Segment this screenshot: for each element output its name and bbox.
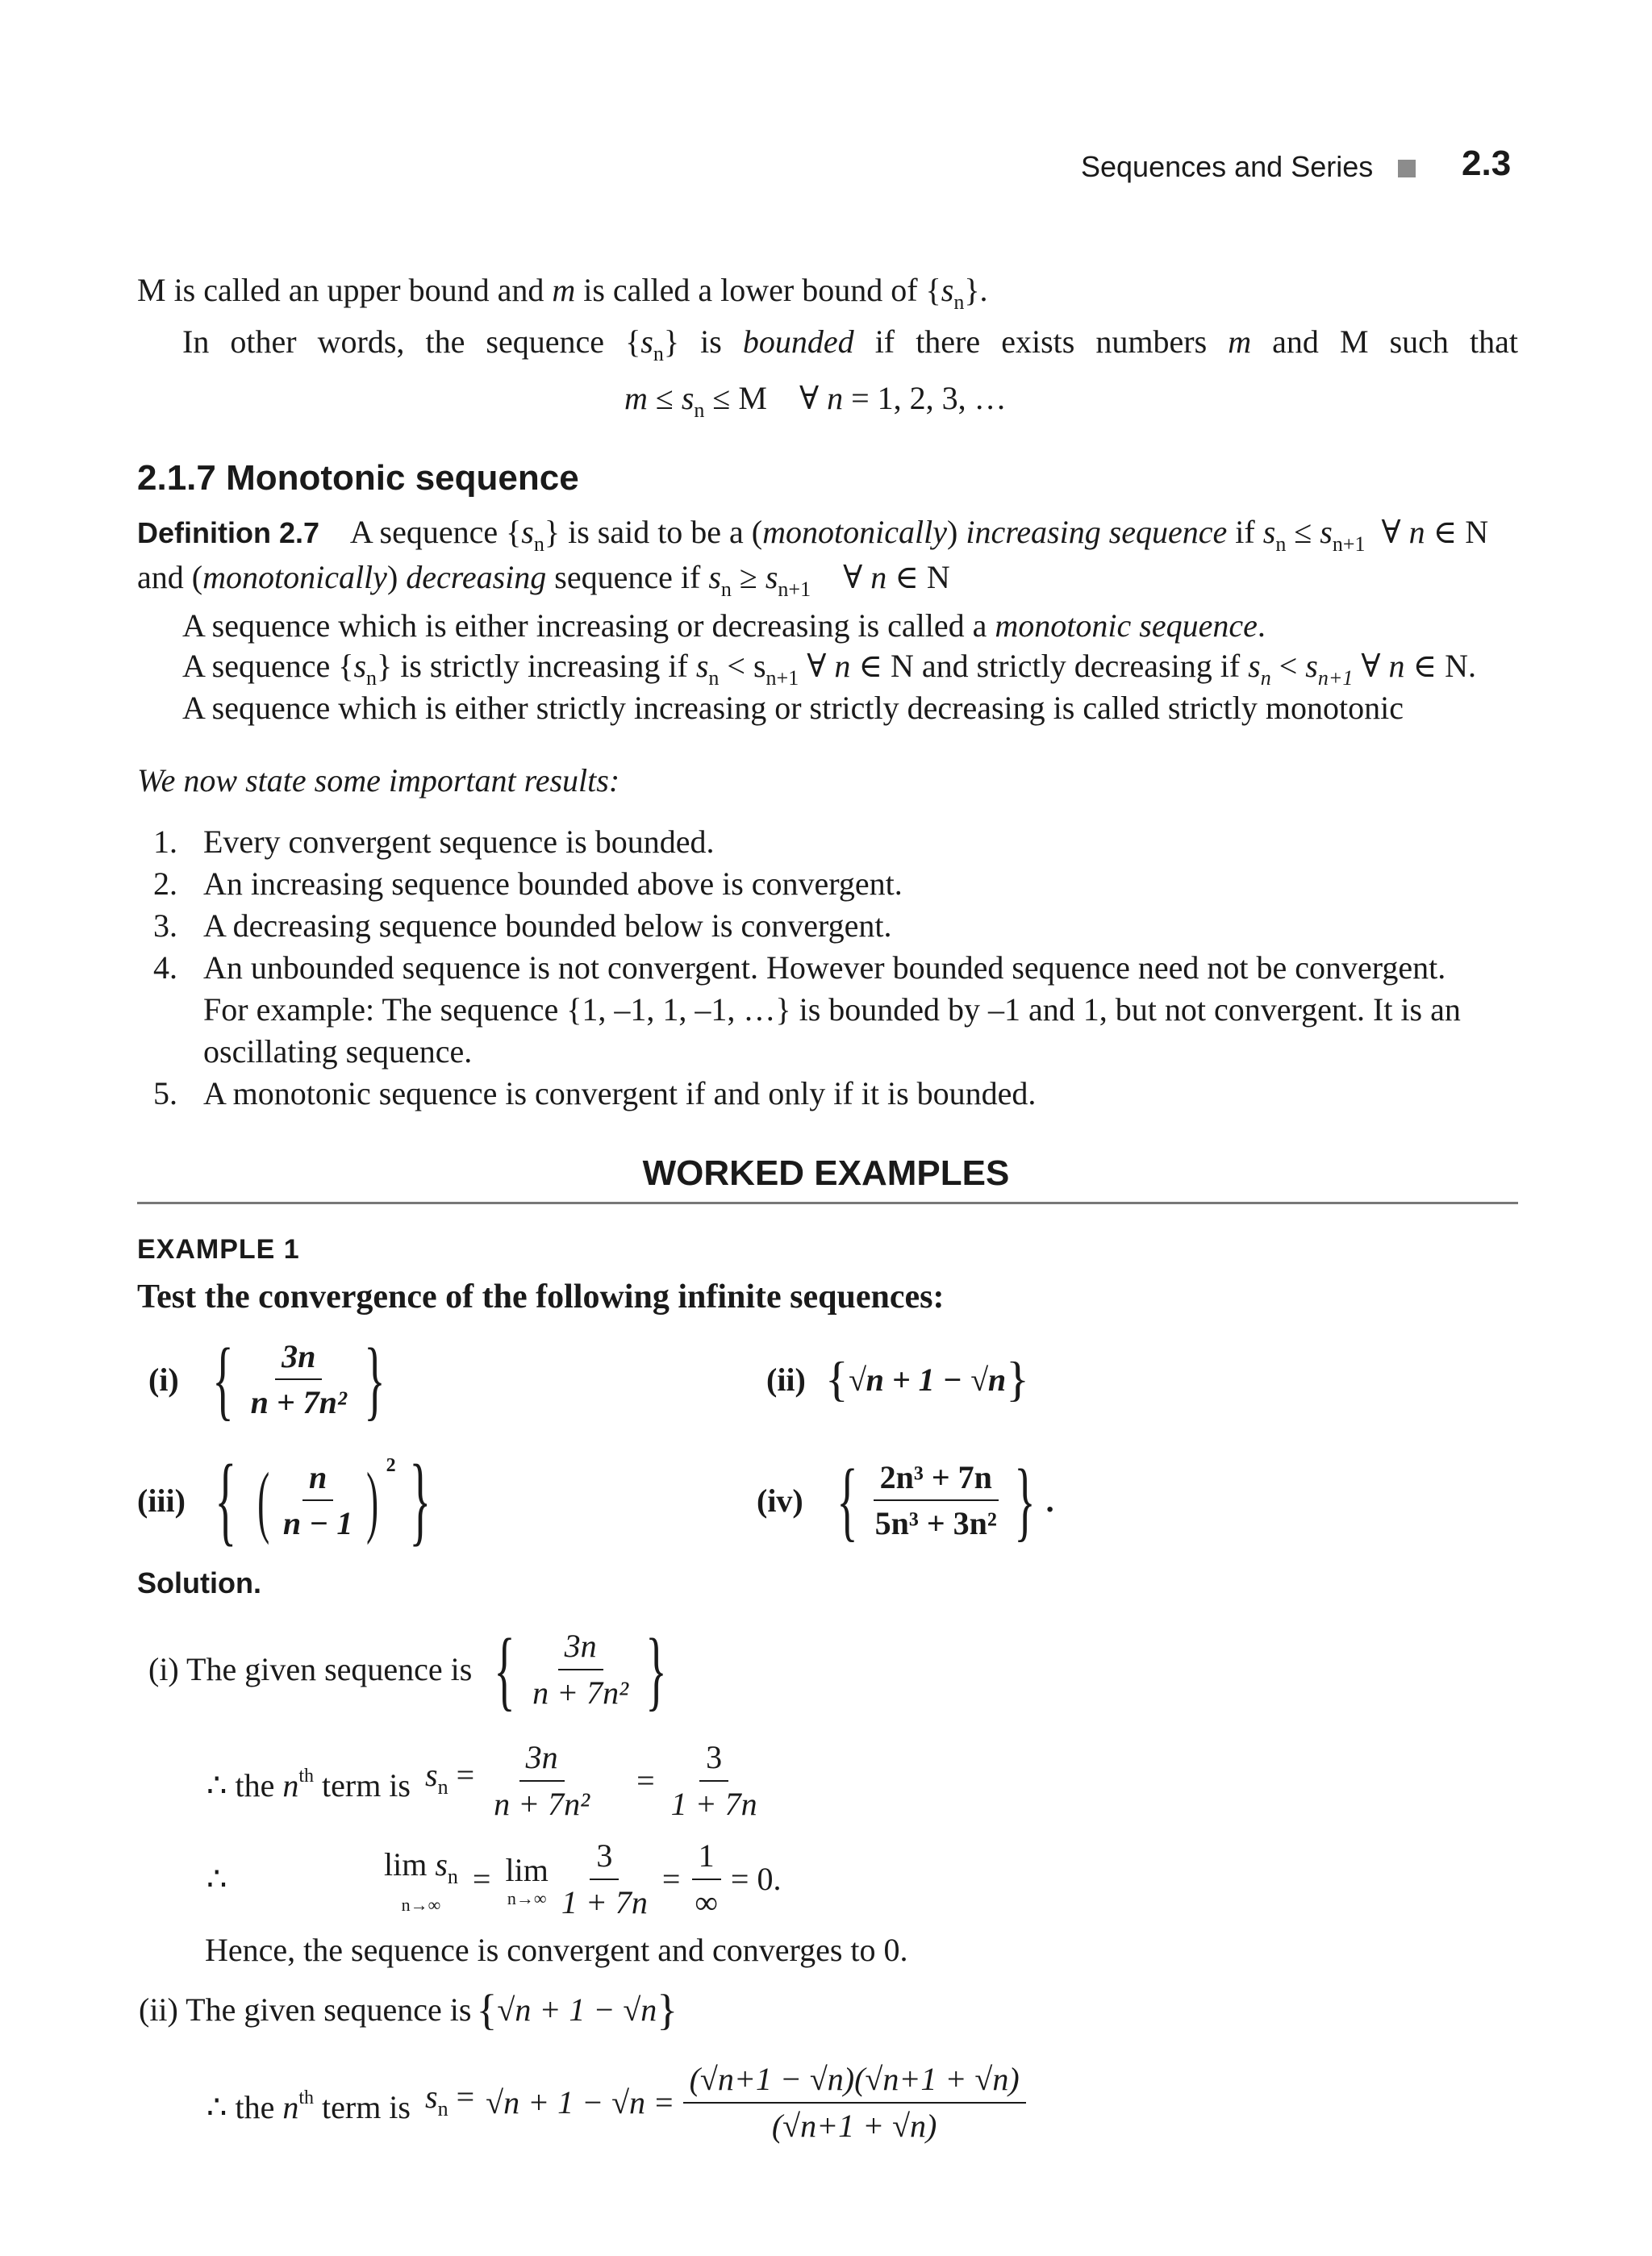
- equals-sign: =: [661, 1861, 681, 1897]
- list-text: An increasing sequence bounded above is convergent.: [203, 865, 903, 902]
- definition-line-4: A sequence $\{s_n\}$ is strictly increasing if $s_n < s_{n+1}$ ∀ n ∈ N and strictly decreasing if $s_n < s_{n+1}$ ∀ n ∈ N.: [182, 648, 1477, 690]
- definition-label: Definition 2.7: [137, 516, 320, 549]
- nth-fraction-2-num: 3: [699, 1738, 728, 1782]
- lim-word: lim: [384, 1845, 428, 1883]
- worked-examples-heading: WORKED EXAMPLES: [642, 1153, 1010, 1193]
- list-text: For example: The sequence {1, –1, 1, –1, …} is bounded by –1 and 1, but not convergent. It is an: [203, 991, 1461, 1028]
- intro-line-3: $m \le s_n \le M$ ∀ n = 1, 2, 3, …: [624, 380, 1007, 422]
- nth-term-prefix: ∴ the $n^{th}$ term is: [206, 2087, 411, 2125]
- part-iv: [757, 1452, 1054, 1549]
- period-mark: .: [1045, 1482, 1054, 1519]
- left-paren-icon: (: [257, 1455, 269, 1545]
- solution-ii-rhs-expression: √n + 1 − √n: [486, 2084, 646, 2120]
- part-iii-numerator: n: [302, 1458, 333, 1501]
- limit-rhs: [505, 1851, 548, 1908]
- intro-line-1: M is called an upper bound and m is called a lower bound of $\{s_n\}$.: [137, 272, 988, 314]
- solution-ii-fraction-den: (√n+1 + √n): [771, 2108, 937, 2144]
- lim-under: n→∞: [507, 1888, 547, 1908]
- list-item: [153, 865, 1461, 907]
- intro-line-2: In other words, the sequence $\{s_n\}$ is bounded if there exists numbers m and M such that: [182, 323, 1518, 365]
- definition-line-3: A sequence which is either increasing or decreasing is called a monotonic sequence.: [182, 607, 1266, 644]
- left-brace-icon: {: [824, 1352, 849, 1406]
- list-number: 2.: [153, 865, 177, 902]
- part-ii-expression: √n + 1 − √n: [848, 1361, 1007, 1398]
- lim-word: lim: [505, 1852, 549, 1888]
- part-ii-label: (ii): [766, 1361, 806, 1398]
- limit-fraction-den: 1 + 7n: [561, 1884, 648, 1920]
- results-intro: [137, 761, 620, 800]
- list-number: 3.: [153, 907, 177, 944]
- solution-i-conclusion: Hence, the sequence is convergent and converges to 0.: [205, 1932, 908, 1968]
- right-brace-icon: }: [1006, 1352, 1029, 1406]
- example-problem: Test the convergence of the following infinite sequences:: [137, 1278, 945, 1316]
- s-n-symbol: $s_n$ =: [424, 1756, 475, 1799]
- list-item: [153, 1074, 1461, 1116]
- part-ii: [766, 1331, 1029, 1428]
- nth-fraction-1: [487, 1738, 596, 1824]
- limit-lhs: $\lim s_n$ n→∞: [384, 1845, 458, 1915]
- right-brace-icon: }: [408, 1445, 431, 1555]
- list-number: 4.: [153, 949, 177, 986]
- part-i-fraction: [244, 1337, 353, 1421]
- section-divider: [137, 1202, 1518, 1204]
- nth-fraction-1-num: 3n: [519, 1738, 565, 1782]
- running-header: [1081, 150, 1373, 184]
- left-brace-icon: {: [836, 1450, 858, 1549]
- definition-line-2: and (monotonically) decreasing sequence if $s_n \ge s_{n+1}$ ∀ n ∈ N: [137, 559, 950, 601]
- left-brace-icon: {: [494, 1620, 515, 1719]
- solution-ii-fraction: [683, 2060, 1026, 2145]
- solution-i-limit: [206, 1831, 781, 1928]
- left-brace-icon: {: [211, 1329, 234, 1428]
- solution-i-numerator: 3n: [558, 1627, 603, 1670]
- solution-ii-expression: √n + 1 − √n: [497, 1991, 657, 2028]
- list-item: [153, 990, 1461, 1032]
- right-brace-icon: }: [645, 1620, 667, 1719]
- limit-fraction-2-num: 1: [692, 1837, 721, 1880]
- part-iv-label: (iv): [757, 1482, 803, 1519]
- part-iii-denominator: n − 1: [282, 1505, 353, 1541]
- list-number: 1.: [153, 824, 177, 860]
- part-iii-fraction: [277, 1458, 359, 1542]
- section-heading: 2.1.7 Monotonic sequence: [137, 458, 579, 498]
- equals-sign: =: [636, 1762, 655, 1799]
- solution-ii-fraction-num: (√n+1 − √n)(√n+1 + √n): [683, 2060, 1026, 2104]
- part-iv-numerator: 2n³ + 7n: [874, 1458, 999, 1501]
- solution-ii-line-1: [139, 1986, 678, 2034]
- limit-result: = 0.: [730, 1861, 782, 1897]
- list-text: An unbounded sequence is not convergent. However bounded sequence need not be convergent.: [203, 949, 1446, 986]
- nth-fraction-1-den: n + 7n²: [494, 1786, 590, 1822]
- list-item: [153, 823, 1461, 865]
- page-number: 2.3: [1462, 144, 1512, 183]
- part-iii-exponent: 2: [386, 1455, 396, 1476]
- part-i-label: (i): [148, 1361, 179, 1398]
- list-text: A monotonic sequence is convergent if and only if it is bounded.: [203, 1075, 1037, 1111]
- limit-fraction-2: [688, 1837, 724, 1922]
- right-paren-icon: ): [366, 1455, 379, 1545]
- solution-i-fraction: [526, 1627, 635, 1712]
- limit-fraction: [555, 1837, 654, 1922]
- part-iv-fraction: [869, 1458, 1003, 1542]
- limit-fraction-2-den: ∞: [695, 1884, 718, 1920]
- list-number: 5.: [153, 1075, 177, 1111]
- list-text: A decreasing sequence bounded below is convergent.: [203, 907, 892, 944]
- solution-i-nth-term: [206, 1733, 764, 1829]
- solution-ii-nth-term: [206, 2050, 1026, 2155]
- header-square-icon: [1398, 160, 1416, 177]
- lim-under: n→∞: [401, 1894, 441, 1915]
- solution-ii-intro: (ii) The given sequence is: [139, 1991, 472, 2028]
- s-n-symbol: $s_n$ =: [424, 2078, 475, 2120]
- nth-fraction-2-den: 1 + 7n: [670, 1786, 757, 1822]
- solution-i-intro: (i) The given sequence is: [148, 1651, 473, 1687]
- therefore-symbol: ∴: [206, 1861, 227, 1897]
- list-item: [153, 1032, 1461, 1074]
- left-brace-icon: {: [215, 1445, 237, 1555]
- part-i-denominator: n + 7n²: [250, 1384, 347, 1420]
- header-section-title: Sequences and Series: [1081, 150, 1374, 183]
- part-iv-denominator: 5n³ + 3n²: [874, 1505, 997, 1541]
- part-iii: [137, 1444, 444, 1557]
- equals-sign: =: [655, 2084, 674, 2120]
- equals-sign: =: [472, 1861, 491, 1897]
- result-list: [153, 823, 1461, 1116]
- example-label: EXAMPLE 1: [137, 1234, 300, 1265]
- list-item: [153, 907, 1461, 949]
- solution-i-line-1: [148, 1621, 678, 1718]
- right-brace-icon: }: [657, 1986, 678, 2034]
- list-text: Every convergent sequence is bounded.: [203, 824, 715, 860]
- limit-fraction-num: 3: [590, 1837, 619, 1880]
- list-item: [153, 949, 1461, 990]
- definition-line-1: Definition 2.7 A sequence $\{s_n\}$ is said to be a (monotonically) increasing sequence if $s_n \le s_{n+1}$ ∀ n ∈ N: [137, 514, 1489, 556]
- solution-label: Solution.: [137, 1566, 261, 1599]
- right-brace-icon: }: [364, 1329, 386, 1428]
- solution-i-denominator: n + 7n²: [532, 1674, 629, 1711]
- part-i-numerator: 3n: [275, 1337, 322, 1380]
- definition-line-5: A sequence which is either strictly increasing or strictly decreasing is called strictly monotonic: [182, 690, 1404, 726]
- results-intro-text: We now state some important results:: [137, 762, 620, 799]
- list-text: oscillating sequence.: [203, 1033, 473, 1070]
- right-brace-icon: }: [1014, 1450, 1036, 1549]
- nth-term-prefix: ∴ the $n^{th}$ term is: [206, 1766, 411, 1804]
- part-i: [148, 1331, 396, 1428]
- part-iii-label: (iii): [137, 1482, 186, 1519]
- left-brace-icon: {: [476, 1986, 498, 2034]
- nth-fraction-2: [665, 1738, 764, 1824]
